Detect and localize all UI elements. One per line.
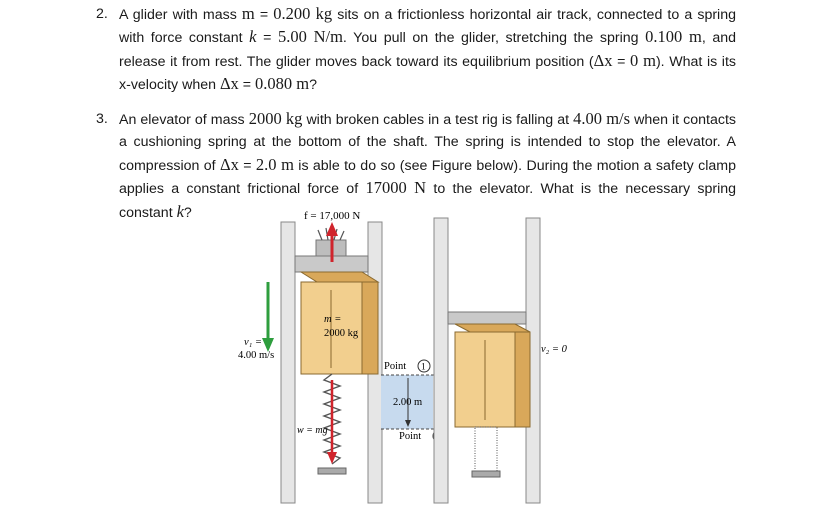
text-run: ? [309, 77, 317, 94]
math-run: 0 m [630, 50, 656, 70]
mass-label-line1: m = [324, 314, 342, 325]
problem-number: 2. [96, 6, 108, 22]
car-body-side [362, 282, 378, 374]
text-run: ). What is its x-velocity when [119, 53, 736, 94]
text-run: A glider with mass [119, 7, 242, 23]
right-clamp-frame [448, 312, 526, 324]
math-run: Δx [220, 154, 239, 174]
math-run: k [249, 27, 257, 47]
text-run: An elevator of mass [119, 112, 249, 128]
math-run: Δx [219, 74, 239, 94]
math-run: 0.080 m [254, 74, 310, 94]
text-run: = [612, 53, 631, 70]
math-run: m [241, 4, 255, 23]
text-run: = [256, 30, 278, 47]
right-rail-left [434, 218, 448, 503]
right-car-top [455, 324, 530, 332]
friction-label: f = 17,000 N [304, 210, 361, 222]
v2-label: v₂ = 0 [541, 344, 567, 355]
right-car-body-side [515, 332, 530, 427]
math-run: 0.200 kg [273, 4, 333, 23]
car-top [301, 272, 378, 282]
text-run: = [254, 7, 274, 23]
problem-number: 3. [96, 111, 108, 127]
math-run: Δx [593, 50, 613, 70]
right-spring-base [472, 471, 500, 477]
left-rail-left [281, 222, 295, 503]
math-run: 0.100 m [645, 27, 702, 47]
v1-label-line2: 4.00 m/s [238, 350, 275, 361]
text-run: to the elevator. What is the necessary spring constant [119, 181, 736, 221]
point2-label: Point [399, 431, 422, 442]
point1-number: 1 [421, 362, 426, 373]
text-run: with broken cables in a test rig is falling at [302, 112, 574, 128]
v1-label-line1: v₁ = [244, 337, 263, 348]
text-run: ? [183, 204, 192, 221]
weight-label: w = mg [297, 425, 328, 436]
friction-arrow-head [326, 222, 338, 236]
text-run: = [238, 77, 255, 94]
right-compressed-spring [475, 427, 497, 471]
text-run: = [238, 157, 256, 174]
text-run: is able to do so (see Figure below). During the motion a safety clamp applies a constant frictional force of [119, 157, 736, 198]
spring-base [318, 468, 346, 474]
math-run: 5.00 N/m [277, 27, 343, 47]
math-run: 2.0 m [255, 154, 294, 174]
mass-label-line2: 2000 kg [324, 328, 359, 339]
math-run: 17000 N [365, 178, 427, 198]
text-run: , and release it from rest. The glider moves back toward its equilibrium position ( [119, 30, 737, 70]
text-run: . You pull on the glider, stretching the spring [342, 30, 646, 47]
math-run: 4.00 m/s [573, 109, 631, 128]
math-run: 2000 kg [248, 109, 303, 128]
text-run: sits on a frictionless horizontal air track, connected to a spring with force constant [119, 7, 736, 47]
point1-label: Point [384, 361, 407, 372]
text-run: when it contacts a cushioning spring at the bottom of the shaft. The spring is intended to stop the elevator. A compression of [119, 112, 736, 174]
compression-label: 2.00 m [393, 397, 423, 408]
math-run: k [176, 201, 184, 221]
